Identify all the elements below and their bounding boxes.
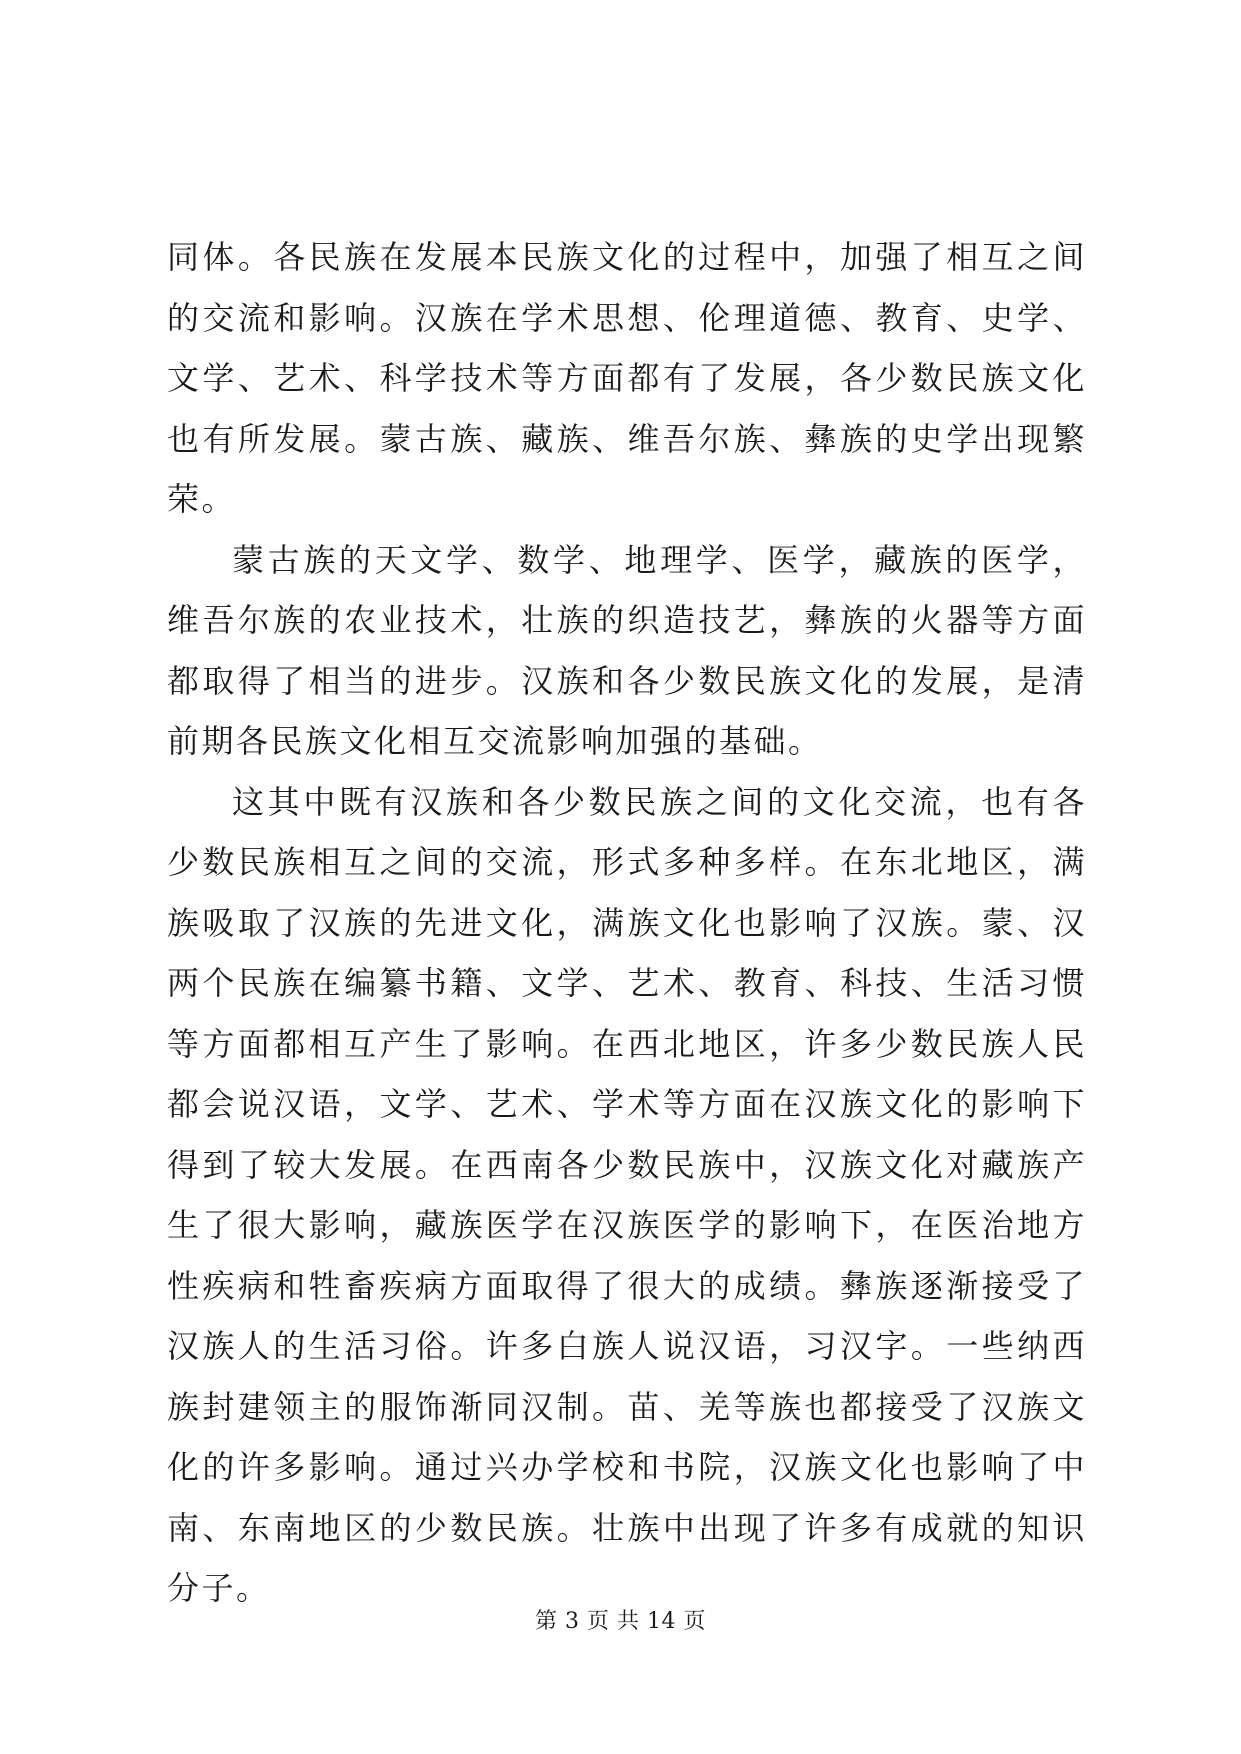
paragraph-exchange: 这其中既有汉族和各少数民族之间的文化交流，也有各少数民族相互之间的交流，形式多种多样。在东北地区，满族吸取了汉族的先进文化，满族文化也影响了汉族。蒙、汉两个民族在编纂书籍、文学、艺术、教育、科技、生活习惯等方面都相互产生了影响。在西北地区，许多少数民族人民都会说汉语，文学、艺术、学术等方面在汉族文化的影响下得到了较大发展。在西南各少数民族中，汉族文化对藏族产生了很大影响，藏族医学在汉族医学的影响下，在医治地方性疾病和牲畜疾病方面取得了很大的成绩。彝族逐渐接受了汉族人的生活习俗。许多白族人说汉语，习汉字。一些纳西族封建领主的服饰渐同汉制。苗、羌等族也都接受了汉族文化的许多影响。通过兴办学校和书院，汉族文化也影响了中南、东南地区的少数民族。壮族中出现了许多有成就的知识分子。 [167,782,1087,1607]
paragraph-continuation: 同体。各民族在发展本民族文化的过程中，加强了相互之间的交流和影响。汉族在学术思想、伦理道德、教育、史学、文学、艺术、科学技术等方面都有了发展，各少数民族文化也有所发展。蒙古族、藏族、维吾尔族、彝族的史学出现繁荣。 [167,238,1087,518]
paragraph-science: 蒙古族的天文学、数学、地理学、医学，藏族的医学，维吾尔族的农业技术，壮族的织造技艺，彝族的火器等方面都取得了相当的进步。汉族和各少数民族文化的发展，是清前期各民族文化相互交流影响加强的基础。 [167,540,1087,760]
page-footer: 第 3 页 共 14 页 [535,1609,706,1634]
document-body [167,227,1087,1619]
